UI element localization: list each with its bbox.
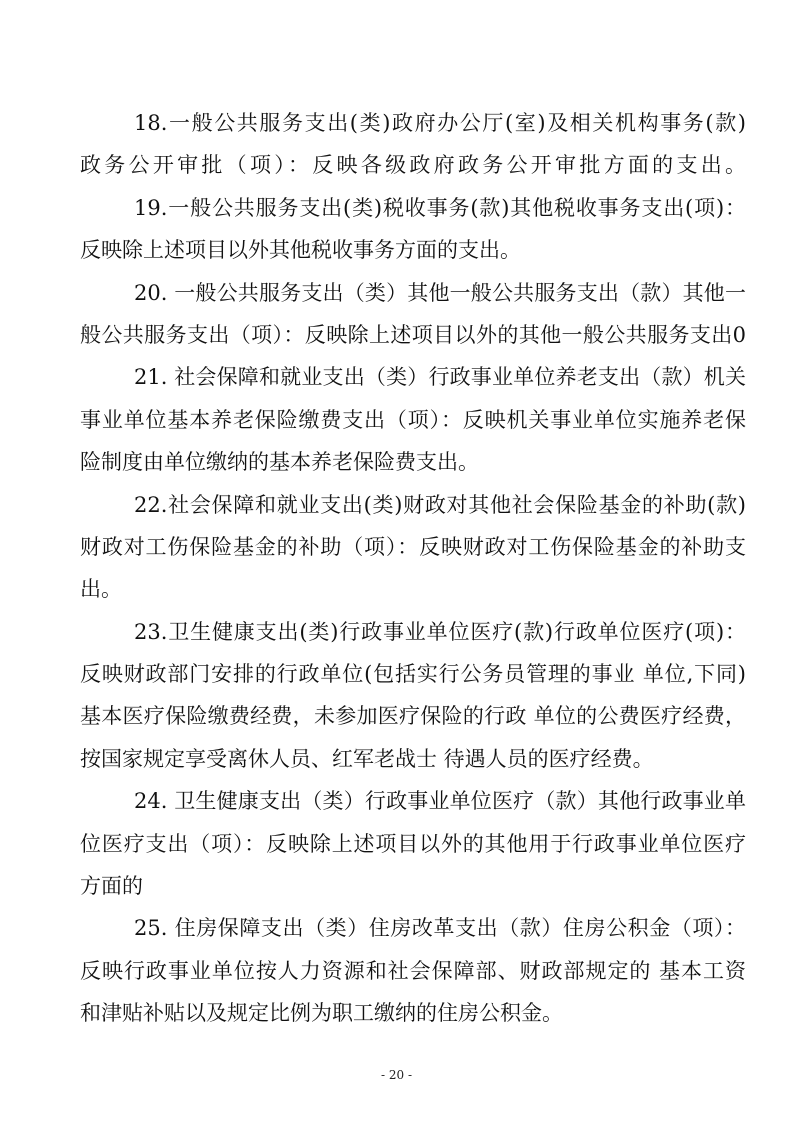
paragraph-18-line-1: 18.一般公共服务支出(类)政府办公厅(室)及相关机构事务(款) <box>134 111 746 135</box>
paragraph-18-line-2: 政务公开审批（项）：反映各级政府政务公开审批方面的支出。 <box>80 153 746 178</box>
paragraph-19-line-2: 反映除上述项目以外其他税收事务方面的支出。 <box>80 238 521 263</box>
paragraph-25-line-2: 反映行政事业单位按人力资源和社会保障部、财政部规定的 基本工资 <box>80 958 746 983</box>
paragraph-22-line-2: 财政对工伤保险基金的补助（项）：反映财政对工伤保险基金的补助支 <box>80 534 746 559</box>
paragraph-21-line-3: 险制度由单位缴纳的基本养老保险费支出。 <box>80 450 479 475</box>
paragraph-21-line-1: 21. 社会保障和就业支出（类）行政事业单位养老支出（款）机关 <box>134 365 746 390</box>
paragraph-21-line-2: 事业单位基本养老保险缴费支出（项）：反映机关事业单位实施养老保 <box>80 407 746 432</box>
paragraph-19-line-1: 19.一般公共服务支出(类)税收事务(款)其他税收事务支出(项)： <box>134 195 746 220</box>
paragraph-23-line-3: 基本医疗保险缴费经费，未参加医疗保险的行政 单位的公费医疗经费， <box>80 704 746 729</box>
paragraph-22-line-3: 出。 <box>80 577 122 602</box>
paragraph-24-line-3: 方面的 <box>80 874 143 899</box>
paragraph-22-line-1: 22.社会保障和就业支出(类)财政对其他社会保险基金的补助(款) <box>134 492 746 517</box>
paragraph-20-line-1: 20. 一般公共服务支出（类）其他一般公共服务支出（款）其他一 <box>134 280 746 305</box>
paragraph-24-line-1: 24. 卫生健康支出（类）行政事业单位医疗（款）其他行政事业单 <box>134 789 746 814</box>
page-number: - 20 - <box>380 1068 412 1082</box>
paragraph-23-line-1: 23.卫生健康支出(类)行政事业单位医疗(款)行政单位医疗(项)： <box>134 619 746 644</box>
paragraph-24-line-2: 位医疗支出（项）：反映除上述项目以外的其他用于行政事业单位医疗 <box>80 831 746 856</box>
paragraph-23-line-4: 按国家规定享受离休人员、红军老战士 待遇人员的医疗经费。 <box>80 746 654 771</box>
paragraph-23-line-2: 反映财政部门安排的行政单位(包括实行公务员管理的事业 单位,下同) <box>80 662 746 687</box>
paragraph-25-line-1: 25. 住房保障支出（类）住房改革支出（款）住房公积金（项）： <box>134 916 746 941</box>
document-body <box>80 102 746 1035</box>
paragraph-20-line-2: 般公共服务支出（项）：反映除上述项目以外的其他一般公共服务支出0 <box>80 322 746 347</box>
paragraph-25-line-3: 和津贴补贴以及规定比例为职工缴纳的住房公积金。 <box>80 1001 563 1026</box>
